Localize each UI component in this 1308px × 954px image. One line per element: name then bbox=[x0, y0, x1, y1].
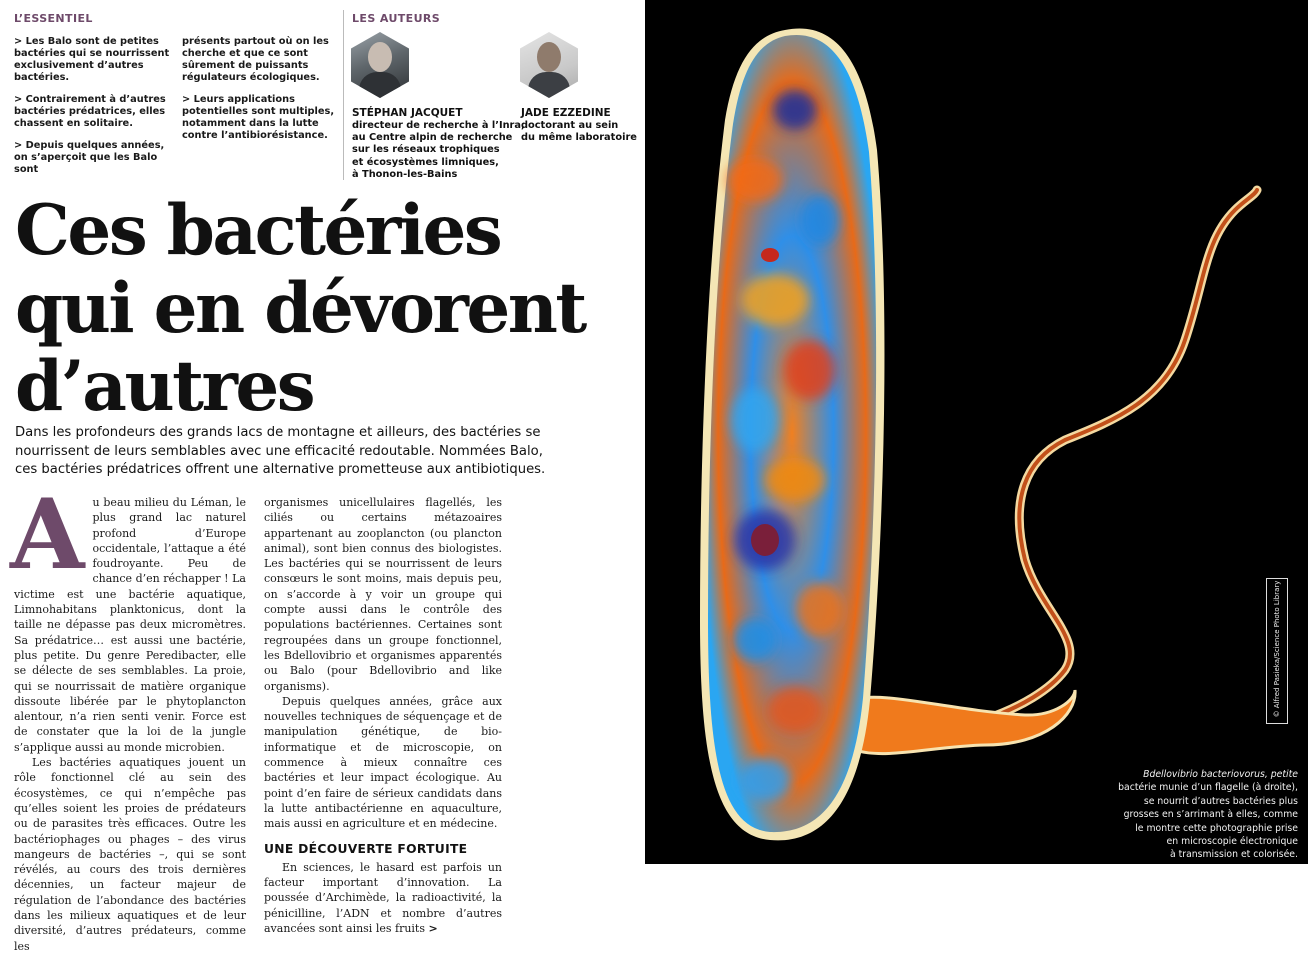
bacteria-micrograph bbox=[645, 0, 1308, 864]
photo-credit: © Alfred Pasieka/Science Photo Library bbox=[1266, 578, 1288, 724]
paragraph: En sciences, le hasard est parfois un facteur important d’innovation. La poussée d’Archimède, la radioactivité, la pénicilline, l’ADN et nombre d’autres avancées sont ainsi les fruits > bbox=[264, 860, 502, 936]
essentials-item: > Depuis quelques années, on s’aperçoit que les Balo sont bbox=[14, 140, 165, 175]
column-divider bbox=[343, 10, 344, 180]
essentials-label: L’ESSENTIEL bbox=[14, 12, 93, 25]
subheading: UNE DÉCOUVERTE FORTUITE bbox=[264, 841, 468, 856]
essentials-item: > Contrairement à d’autres bactéries prédatrices, elles chassent en solitaire. bbox=[14, 94, 166, 129]
author-description: doctorant au sein du même laboratoire bbox=[521, 120, 637, 144]
body-column-1 bbox=[10, 478, 246, 954]
essentials-item: présents partout où on les cherche et que ce sont sûrement de puissants régulateurs écologiques. bbox=[182, 36, 329, 83]
paragraph: u beau milieu du Léman, le plus grand lac naturel profond d’Europe occidentale, l’attaque a été foudroyante. Peu de chance d’en réchapper ! La victime est une bactérie aquatique, Limnohabitans planktonicus, dont la taille ne dépasse pas deux micromètres. Sa prédatrice… est aussi une bactérie, plus petite. Du genre Peredibacter, elle se délecte de ses semblables. La proie, qui se nourrissait de matière organique dissoute libérée par le phytoplancton alentour, n’a rien senti venir. Force est de constater que la loi de la jungle s’applique aussi au monde microbien. bbox=[14, 496, 246, 754]
paragraph: Les bactéries aquatiques jouent un rôle fonctionnel clé au sein des écosystèmes, ce qui n’empêche pas qu’elles soient les proies de prédateurs ou de parasites très efficaces. Outre les bactériophages ou phages – des virus mangeurs de bactéries –, qui se sont révélés, au cours des trois dernières décennies, un facteur majeur de régulation de l’abondance des bactéries dans les milieux aquatiques et de leur diversité, d’autres prédateurs, comme les bbox=[14, 756, 246, 953]
author-photo-ezzedine bbox=[520, 32, 578, 98]
article-title: Ces bactéries qui en dévorent d’autres bbox=[15, 190, 585, 427]
essentials-item: > Leurs applications potentielles sont multiples, notamment dans la lutte contre l’antibiorésistance. bbox=[182, 94, 335, 141]
authors-label: LES AUTEURS bbox=[352, 12, 441, 25]
body-column-2 bbox=[264, 495, 502, 936]
author-name: STÉPHAN JACQUET bbox=[352, 107, 463, 119]
essentials-col-2 bbox=[182, 36, 340, 152]
photo-caption: Bdellovibrio bacteriovorus, petite bactérie munie d’un flagelle (à droite), se nourrit d’autres bactéries plus grosses en s’arrimant à elles, comme le montre cette photographie prise en microscopie électronique à transmission et colorisée. bbox=[1118, 769, 1298, 861]
author-name: JADE EZZEDINE bbox=[521, 107, 611, 119]
right-page bbox=[645, 0, 1308, 870]
paragraph: organismes unicellulaires flagellés, les ciliés ou certains métazoaires appartenant au zooplancton (ou plancton animal), sont bien connus des biologistes. Les bactéries qui se nourrissent de leurs consœurs le sont moins, mais depuis peu, on s’accorde à y voir un groupe qui compte aussi dans le contrôle des populations bactériennes. Certaines sont regroupées dans un groupe fonctionnel, les Bdellovibrio et organismes apparentés ou Balo (pour Bdellovibrio and like organisms). bbox=[264, 496, 502, 693]
continue-arrow-icon: > bbox=[428, 922, 438, 936]
bacteria-illustration bbox=[645, 0, 1308, 864]
author-description: directeur de recherche à l’Inra, au Centre alpin de recherche sur les réseaux trophiques et écosystèmes limniques, à Thonon-les-Bains bbox=[352, 120, 525, 180]
essentials-item: > Les Balo sont de petites bactéries qui se nourrissent exclusivement d’autres bactéries. bbox=[14, 36, 170, 83]
essentials-col-1 bbox=[14, 36, 174, 186]
paragraph: Depuis quelques années, grâce aux nouvelles techniques de séquençage et de manipulation génétique, de bio-informatique et de microscopie, on commence à mieux connaître ces bactéries et leur impact écologique. Au point d’en faire de sérieux candidats dans la lutte antibactérienne en aquaculture, mais aussi en agriculture et en médecine. bbox=[264, 694, 502, 831]
left-page bbox=[0, 0, 645, 953]
author-photo-jacquet bbox=[351, 32, 409, 98]
drop-cap: A bbox=[10, 478, 85, 591]
standfirst: Dans les profondeurs des grands lacs de montagne et ailleurs, des bactéries se nourrissent de leurs semblables avec une efficacité redoutable. Nommées Balo, ces bactéries prédatrices offrent une alternative prometteuse aux antibiotiques. bbox=[15, 425, 546, 477]
